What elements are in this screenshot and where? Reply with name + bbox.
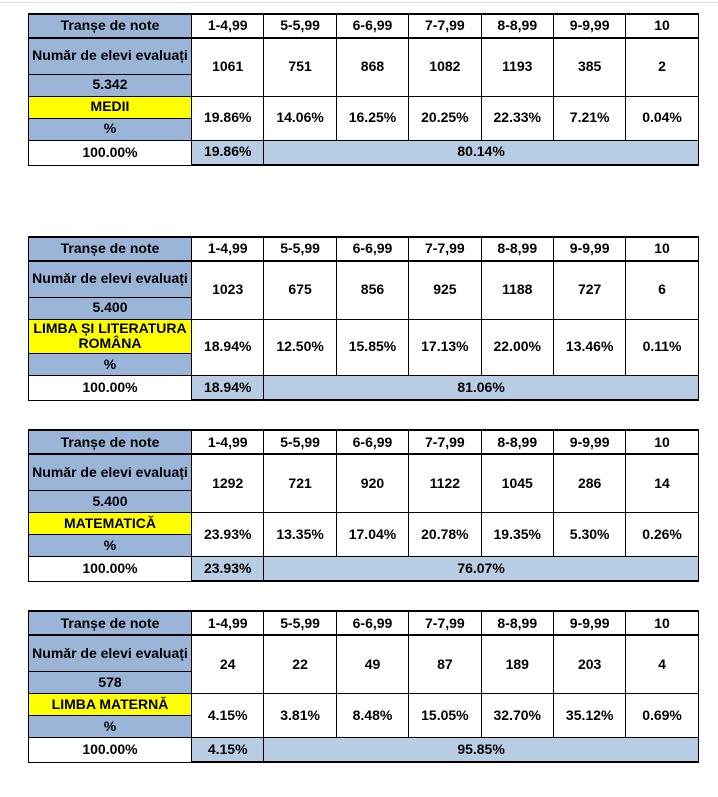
band-percentage-cell: 17.04% — [336, 512, 408, 556]
band-percentage-cell: 3.81% — [264, 693, 336, 737]
grade-band-header-cell: 9-9,99 — [553, 430, 625, 454]
grade-band-header-cell: 6-6,99 — [336, 14, 408, 38]
students-count-cell: 24 — [192, 635, 264, 693]
grade-band-header-cell: 10 — [626, 14, 698, 38]
band-percentage-cell: 15.85% — [336, 319, 408, 375]
students-evaluated-label-cell: Număr de elevi evaluați — [29, 261, 192, 297]
grade-band-header-cell: 9-9,99 — [553, 14, 625, 38]
band-percentage-cell: 13.46% — [553, 319, 625, 375]
band-percentage-cell: 20.78% — [409, 512, 481, 556]
students-evaluated-label-cell: Număr de elevi evaluați — [29, 635, 192, 671]
grade-band-header-cell: 1-4,99 — [192, 237, 264, 261]
students-count-cell: 1082 — [409, 38, 481, 96]
grade-ranges-header-cell: Tranșe de note — [29, 430, 192, 454]
subject-percentages-row — [29, 319, 699, 353]
grade-band-header-cell: 10 — [626, 430, 698, 454]
students-counts-row — [29, 635, 699, 671]
students-count-cell: 14 — [626, 454, 698, 512]
grade-band-header-cell: 10 — [626, 237, 698, 261]
grade-bands-header-row — [29, 430, 699, 454]
students-count-cell: 925 — [409, 261, 481, 319]
students-total-cell: 5.342 — [29, 74, 192, 96]
students-count-cell: 920 — [336, 454, 408, 512]
first-band-total-cell: 23.93% — [192, 556, 264, 581]
grade-distribution-table — [28, 429, 699, 582]
students-evaluated-label-cell: Număr de elevi evaluați — [29, 454, 192, 490]
band-percentage-cell: 17.13% — [409, 319, 481, 375]
students-count-cell: 1122 — [409, 454, 481, 512]
grade-distribution-table — [28, 236, 699, 401]
grade-bands-header-row — [29, 14, 699, 38]
band-percentage-cell: 13.35% — [264, 512, 336, 556]
band-percentage-cell: 20.25% — [409, 96, 481, 140]
grade-band-header-cell: 6-6,99 — [336, 430, 408, 454]
students-count-cell: 189 — [481, 635, 553, 693]
students-count-cell: 727 — [553, 261, 625, 319]
band-percentage-cell: 12.50% — [264, 319, 336, 375]
grade-band-header-cell: 6-6,99 — [336, 237, 408, 261]
students-count-cell: 203 — [553, 635, 625, 693]
band-percentage-cell: 16.25% — [336, 96, 408, 140]
grade-band-header-cell: 7-7,99 — [409, 430, 481, 454]
subject-percentages-row — [29, 693, 699, 715]
grade-band-header-cell: 1-4,99 — [192, 611, 264, 635]
band-percentage-cell: 35.12% — [553, 693, 625, 737]
grade-band-header-cell: 5-5,99 — [264, 430, 336, 454]
subject-label-cell: LIMBA MATERNĂ — [29, 693, 192, 715]
subject-stats-table — [28, 429, 718, 582]
band-percentage-cell: 22.00% — [481, 319, 553, 375]
band-percentage-cell: 19.86% — [192, 96, 264, 140]
remaining-bands-total-cell: 95.85% — [264, 737, 698, 762]
students-count-cell: 721 — [264, 454, 336, 512]
first-band-total-cell: 18.94% — [192, 375, 264, 400]
percent-symbol-cell: % — [29, 118, 192, 140]
students-count-cell: 22 — [264, 635, 336, 693]
students-counts-row — [29, 454, 699, 490]
students-count-cell: 1023 — [192, 261, 264, 319]
students-count-cell: 1193 — [481, 38, 553, 96]
remaining-bands-total-cell: 76.07% — [264, 556, 698, 581]
remaining-bands-total-cell: 80.14% — [264, 140, 698, 165]
band-percentage-cell: 5.30% — [553, 512, 625, 556]
overall-total-cell: 100.00% — [29, 375, 192, 400]
band-percentage-cell: 0.26% — [626, 512, 698, 556]
subject-label-cell: LIMBA ȘI LITERATURA ROMÂNA — [29, 319, 192, 353]
band-percentage-cell: 4.15% — [192, 693, 264, 737]
students-count-cell: 868 — [336, 38, 408, 96]
students-count-cell: 751 — [264, 38, 336, 96]
students-count-cell: 675 — [264, 261, 336, 319]
percent-symbol-cell: % — [29, 353, 192, 375]
grade-band-header-cell: 5-5,99 — [264, 237, 336, 261]
grade-band-header-cell: 5-5,99 — [264, 611, 336, 635]
subject-stats-table — [28, 13, 718, 166]
band-percentage-cell: 7.21% — [553, 96, 625, 140]
students-count-cell: 2 — [626, 38, 698, 96]
students-counts-row — [29, 38, 699, 74]
students-total-cell: 5.400 — [29, 297, 192, 319]
grade-band-header-cell: 8-8,99 — [481, 14, 553, 38]
grade-ranges-header-cell: Tranșe de note — [29, 611, 192, 635]
grade-band-header-cell: 6-6,99 — [336, 611, 408, 635]
grade-band-header-cell: 1-4,99 — [192, 14, 264, 38]
overall-total-cell: 100.00% — [29, 737, 192, 762]
grade-ranges-header-cell: Tranșe de note — [29, 237, 192, 261]
overall-total-cell: 100.00% — [29, 140, 192, 165]
summary-totals-row — [29, 556, 699, 581]
students-count-cell: 286 — [553, 454, 625, 512]
grade-band-header-cell: 7-7,99 — [409, 237, 481, 261]
band-percentage-cell: 8.48% — [336, 693, 408, 737]
subject-percentages-row — [29, 512, 699, 534]
students-count-cell: 1045 — [481, 454, 553, 512]
students-count-cell: 6 — [626, 261, 698, 319]
grade-band-header-cell: 9-9,99 — [553, 237, 625, 261]
summary-totals-row — [29, 375, 699, 400]
band-percentage-cell: 0.04% — [626, 96, 698, 140]
grade-ranges-header-cell: Tranșe de note — [29, 14, 192, 38]
percent-symbol-cell: % — [29, 534, 192, 556]
band-percentage-cell: 32.70% — [481, 693, 553, 737]
grade-band-header-cell: 10 — [626, 611, 698, 635]
first-band-total-cell: 19.86% — [192, 140, 264, 165]
first-band-total-cell: 4.15% — [192, 737, 264, 762]
students-counts-row — [29, 261, 699, 297]
students-count-cell: 1188 — [481, 261, 553, 319]
band-percentage-cell: 19.35% — [481, 512, 553, 556]
subject-stats-table — [28, 610, 718, 763]
students-count-cell: 856 — [336, 261, 408, 319]
subject-percentages-row — [29, 96, 699, 118]
grade-band-header-cell: 1-4,99 — [192, 430, 264, 454]
students-total-cell: 5.400 — [29, 490, 192, 512]
grade-band-header-cell: 8-8,99 — [481, 430, 553, 454]
grade-band-header-cell: 8-8,99 — [481, 237, 553, 261]
students-count-cell: 87 — [409, 635, 481, 693]
grade-band-header-cell: 9-9,99 — [553, 611, 625, 635]
subject-label-cell: MATEMATICĂ — [29, 512, 192, 534]
grade-distribution-table — [28, 610, 699, 763]
students-evaluated-label-cell: Număr de elevi evaluați — [29, 38, 192, 74]
band-percentage-cell: 0.11% — [626, 319, 698, 375]
students-count-cell: 49 — [336, 635, 408, 693]
grade-band-header-cell: 7-7,99 — [409, 611, 481, 635]
subject-label-cell: MEDII — [29, 96, 192, 118]
grade-band-header-cell: 8-8,99 — [481, 611, 553, 635]
percent-symbol-cell: % — [29, 715, 192, 737]
grade-bands-header-row — [29, 237, 699, 261]
students-count-cell: 1061 — [192, 38, 264, 96]
band-percentage-cell: 23.93% — [192, 512, 264, 556]
overall-total-cell: 100.00% — [29, 556, 192, 581]
band-percentage-cell: 18.94% — [192, 319, 264, 375]
students-count-cell: 1292 — [192, 454, 264, 512]
students-count-cell: 4 — [626, 635, 698, 693]
summary-totals-row — [29, 140, 699, 165]
band-percentage-cell: 22.33% — [481, 96, 553, 140]
grade-band-header-cell: 7-7,99 — [409, 14, 481, 38]
stats-tables-container — [28, 13, 718, 763]
students-total-cell: 578 — [29, 671, 192, 693]
remaining-bands-total-cell: 81.06% — [264, 375, 698, 400]
band-percentage-cell: 0.69% — [626, 693, 698, 737]
summary-totals-row — [29, 737, 699, 762]
page-top-divider — [0, 2, 718, 3]
grade-bands-header-row — [29, 611, 699, 635]
band-percentage-cell: 15.05% — [409, 693, 481, 737]
students-count-cell: 385 — [553, 38, 625, 96]
grade-distribution-table — [28, 13, 699, 166]
grade-band-header-cell: 5-5,99 — [264, 14, 336, 38]
subject-stats-table — [28, 236, 718, 401]
band-percentage-cell: 14.06% — [264, 96, 336, 140]
